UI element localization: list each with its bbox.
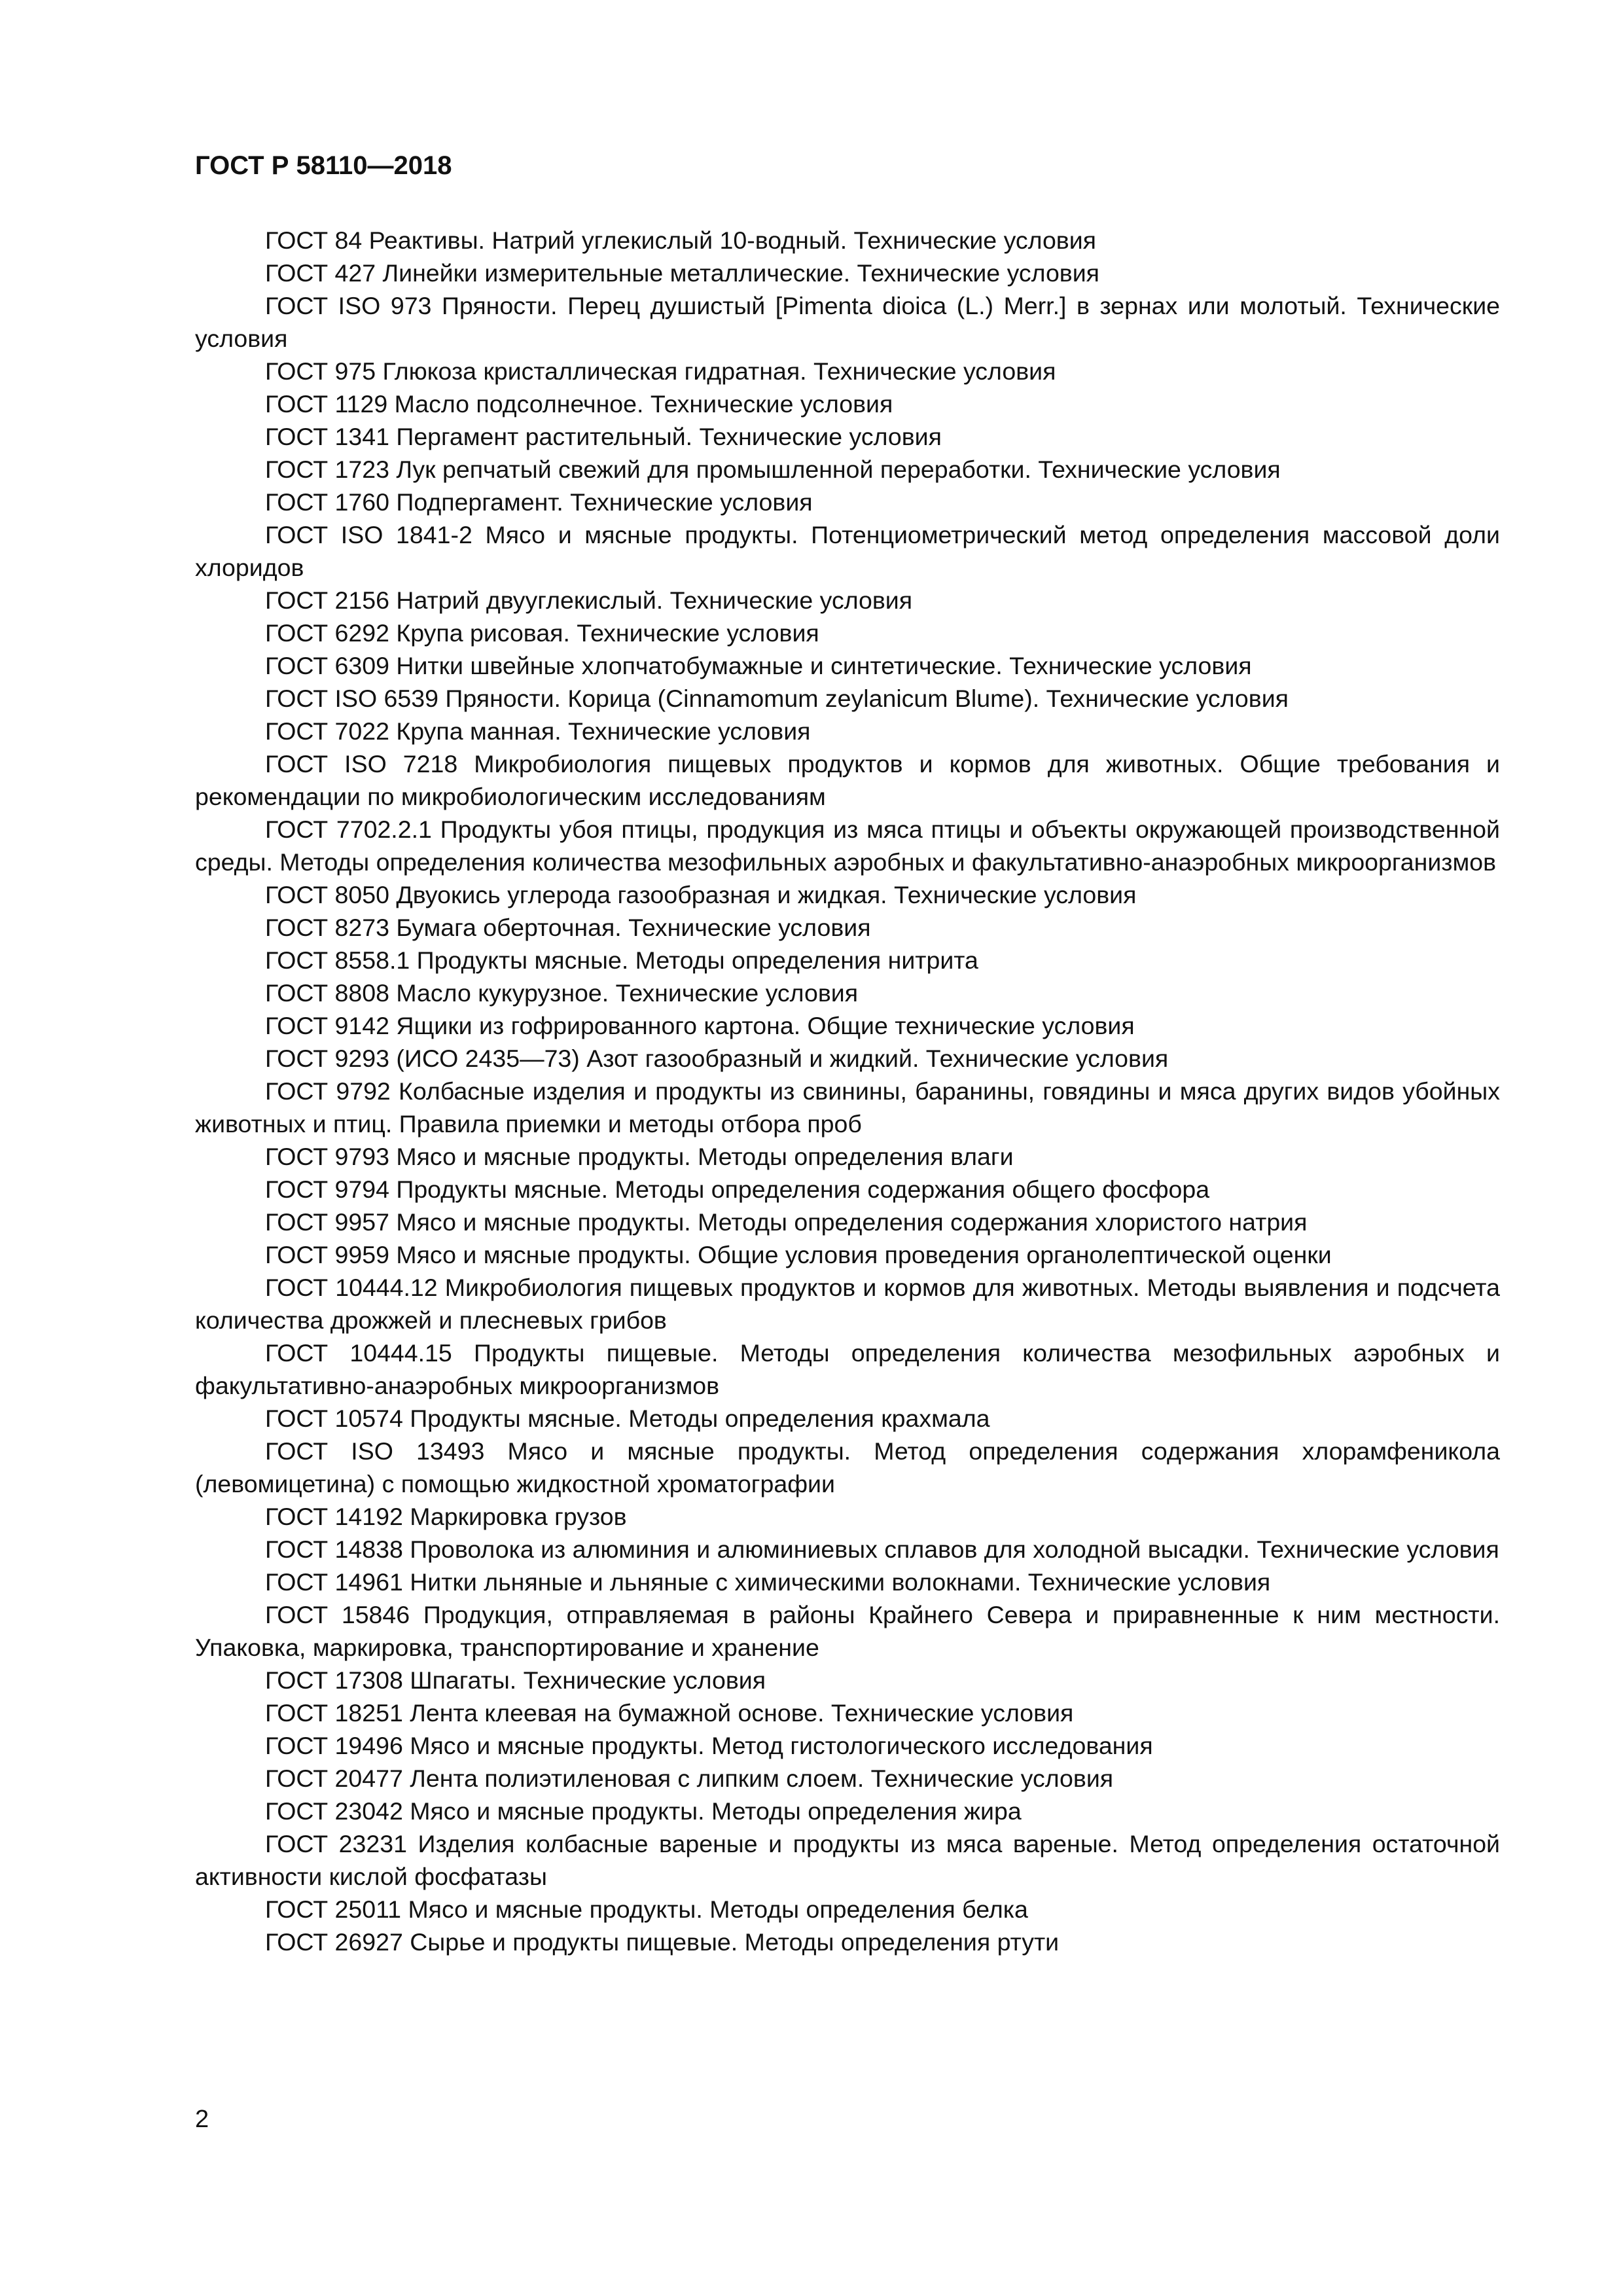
reference-item: ГОСТ 14192 Маркировка грузов (265, 1503, 627, 1530)
reference-item: ГОСТ ISO 13493 Мясо и мясные продукты. Метод определения содержания хлорамфеникола (левомицетина) с помощью жидкостной хроматографии (195, 1437, 1500, 1498)
reference-item: ГОСТ 23042 Мясо и мясные продукты. Методы определения жира (265, 1797, 1022, 1825)
normative-references-list (195, 224, 1500, 1958)
reference-item: ГОСТ 9142 Ящики из гофрированного картона. Общие технические условия (265, 1012, 1135, 1039)
reference-item: ГОСТ 17308 Шпагаты. Технические условия (265, 1666, 766, 1694)
reference-item: ГОСТ 14961 Нитки льняные и льняные с химическими волокнами. Технические условия (265, 1568, 1271, 1596)
reference-item: ГОСТ 15846 Продукция, отправляемая в районы Крайнего Севера и приравненные к ним местности. Упаковка, маркировка, транспортирование и хранение (195, 1601, 1500, 1661)
reference-item: ГОСТ 6292 Крупа рисовая. Технические условия (265, 619, 819, 647)
reference-item: ГОСТ 7022 Крупа манная. Технические условия (265, 717, 811, 745)
reference-item: ГОСТ ISO 1841-2 Мясо и мясные продукты. Потенциометрический метод определения массовой доли хлоридов (195, 521, 1500, 581)
reference-item: ГОСТ 9293 (ИСО 2435—73) Азот газообразный и жидкий. Технические условия (265, 1045, 1169, 1072)
reference-item: ГОСТ 9794 Продукты мясные. Методы определения содержания общего фосфора (265, 1175, 1210, 1203)
reference-item: ГОСТ 1723 Лук репчатый свежий для промышленной переработки. Технические условия (265, 456, 1281, 483)
reference-item: ГОСТ 8273 Бумага оберточная. Технические условия (265, 914, 871, 941)
reference-item: ГОСТ 8558.1 Продукты мясные. Методы определения нитрита (265, 946, 978, 974)
reference-item: ГОСТ 20477 Лента полиэтиленовая с липким слоем. Технические условия (265, 1765, 1114, 1792)
reference-item: ГОСТ 10574 Продукты мясные. Методы определения крахмала (265, 1405, 990, 1432)
document-header: ГОСТ Р 58110—2018 (195, 151, 452, 180)
reference-item: ГОСТ 1760 Подпергамент. Технические условия (265, 488, 813, 516)
reference-item: ГОСТ 8808 Масло кукурузное. Технические условия (265, 979, 859, 1007)
reference-item: ГОСТ 1129 Масло подсолнечное. Технические условия (265, 390, 893, 418)
reference-item: ГОСТ 10444.15 Продукты пищевые. Методы определения количества мезофильных аэробных и факультативно-анаэробных микроорганизмов (195, 1339, 1500, 1399)
reference-item: ГОСТ 975 Глюкоза кристаллическая гидратная. Технические условия (265, 357, 1056, 385)
reference-item: ГОСТ 7702.2.1 Продукты убоя птицы, продукция из мяса птицы и объекты окружающей производственной среды. Методы определения количества мезофильных аэробных и факультативно-анаэробных микроорганизмов (195, 816, 1500, 876)
reference-item: ГОСТ 9959 Мясо и мясные продукты. Общие условия проведения органолептической оценки (265, 1241, 1332, 1268)
reference-item: ГОСТ ISO 7218 Микробиология пищевых продуктов и кормов для животных. Общие требования и рекомендации по микробиологическим исследованиям (195, 750, 1500, 810)
reference-item: ГОСТ 23231 Изделия колбасные вареные и продукты из мяса вареные. Метод определения остаточной активности кислой фосфатазы (195, 1830, 1500, 1890)
reference-item: ГОСТ 14838 Проволока из алюминия и алюминиевых сплавов для холодной высадки. Технические условия (265, 1535, 1499, 1563)
reference-item: ГОСТ ISO 973 Пряности. Перец душистый [Pimenta dioica (L.) Merr.] в зернах или молотый. Технические условия (195, 292, 1500, 352)
reference-item: ГОСТ 6309 Нитки швейные хлопчатобумажные и синтетические. Технические условия (265, 652, 1252, 679)
reference-item: ГОСТ 19496 Мясо и мясные продукты. Метод гистологического исследования (265, 1732, 1153, 1759)
reference-item: ГОСТ 10444.12 Микробиология пищевых продуктов и кормов для животных. Методы выявления и подсчета количества дрожжей и плесневых грибов (195, 1274, 1500, 1334)
reference-item: ГОСТ 2156 Натрий двууглекислый. Технические условия (265, 586, 913, 614)
reference-item: ГОСТ 26927 Сырье и продукты пищевые. Методы определения ртути (265, 1928, 1060, 1956)
reference-item: ГОСТ 9793 Мясо и мясные продукты. Методы определения влаги (265, 1143, 1014, 1170)
reference-item: ГОСТ 1341 Пергамент растительный. Технические условия (265, 423, 942, 450)
reference-item: ГОСТ ISO 6539 Пряности. Корица (Cinnamomum zeylanicum Blume). Технические условия (265, 685, 1289, 712)
reference-item: ГОСТ 427 Линейки измерительные металлические. Технические условия (265, 259, 1099, 287)
reference-item: ГОСТ 8050 Двуокись углерода газообразная и жидкая. Технические условия (265, 881, 1137, 908)
reference-item: ГОСТ 9792 Колбасные изделия и продукты из свинины, баранины, говядины и мяса других видов убойных животных и птиц. Правила приемки и методы отбора проб (195, 1077, 1500, 1138)
reference-item: ГОСТ 9957 Мясо и мясные продукты. Методы определения содержания хлористого натрия (265, 1208, 1308, 1236)
reference-item: ГОСТ 25011 Мясо и мясные продукты. Методы определения белка (265, 1895, 1028, 1923)
reference-item: ГОСТ 84 Реактивы. Натрий углекислый 10-водный. Технические условия (265, 226, 1096, 254)
page-number: 2 (195, 2106, 209, 2133)
reference-item: ГОСТ 18251 Лента клеевая на бумажной основе. Технические условия (265, 1699, 1074, 1727)
